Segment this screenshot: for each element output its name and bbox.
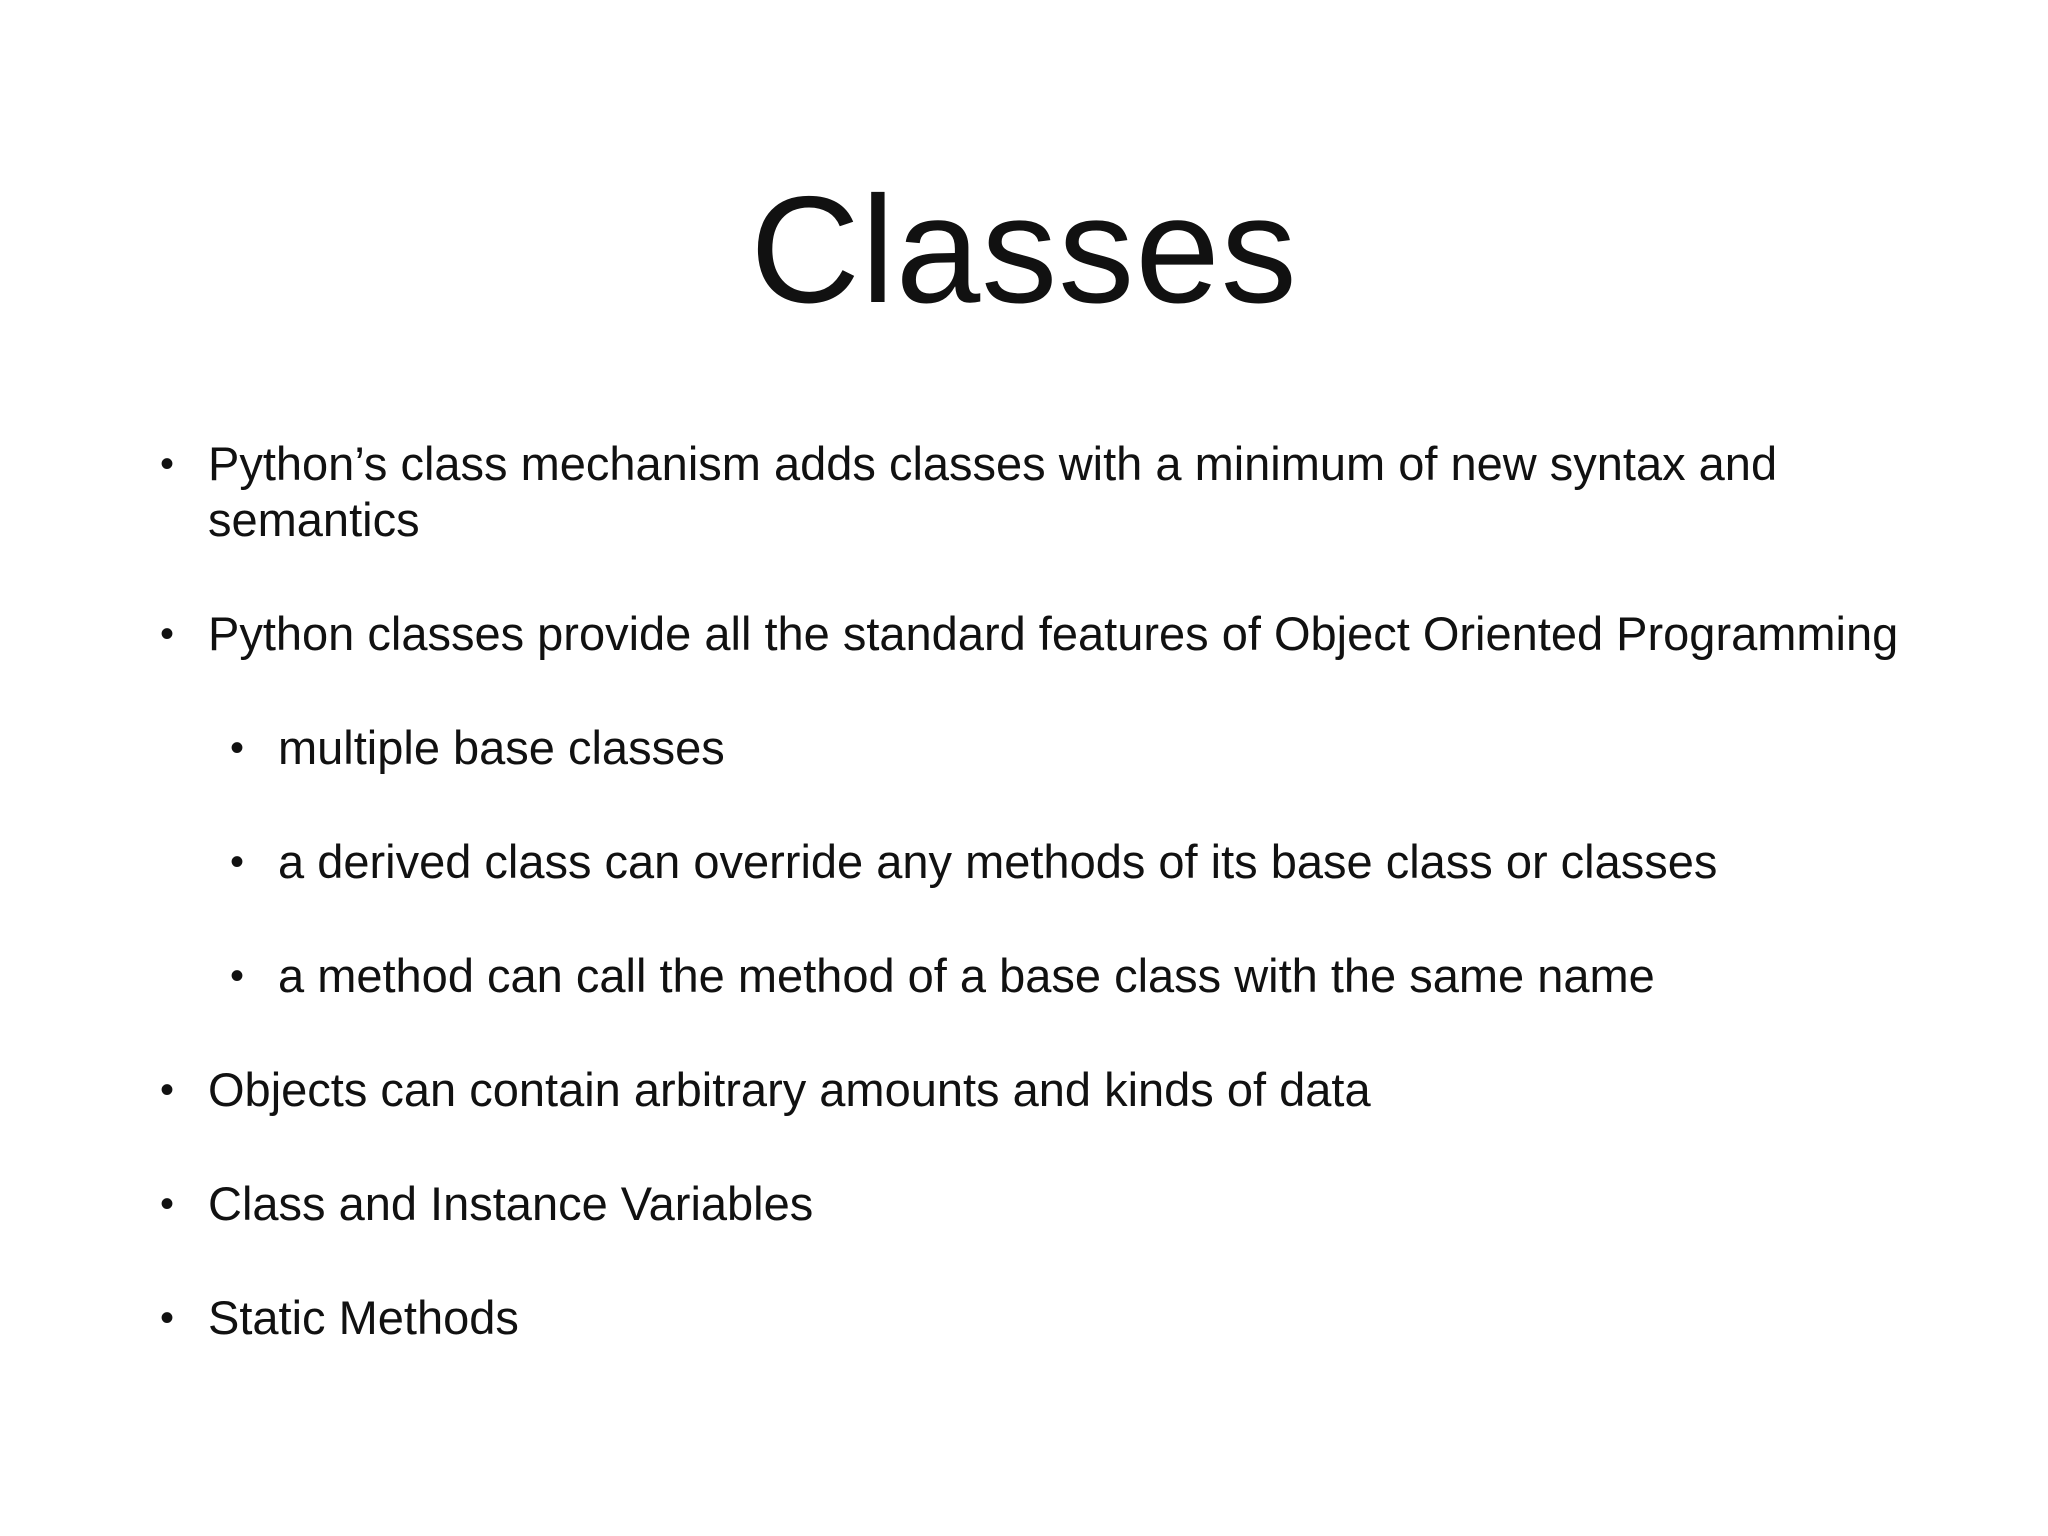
bullet-text: Static Methods: [208, 1291, 519, 1344]
bullet-dot-icon: •: [160, 1296, 175, 1340]
bullet-item: [160, 436, 1920, 548]
bullet-item: [160, 1062, 1920, 1118]
bullet-dot-icon: •: [160, 612, 175, 656]
bullet-text: Class and Instance Variables: [208, 1177, 814, 1230]
bullet-text: Python classes provide all the standard features of Object Oriented Programming: [208, 607, 1899, 660]
slide-title: Classes: [750, 165, 1298, 335]
bullet-text: a method can call the method of a base class with the same name: [278, 949, 1655, 1002]
bullet-dot-icon: •: [230, 840, 245, 884]
bullet-dot-icon: •: [160, 1182, 175, 1226]
bullet-item: [160, 1290, 1920, 1346]
sub-bullet-item: [230, 834, 1920, 890]
sub-bullet-item: [230, 720, 1920, 776]
bullet-list: [160, 436, 1920, 1404]
bullet-text: Objects can contain arbitrary amounts and kinds of data: [208, 1063, 1371, 1116]
bullet-text: multiple base classes: [278, 721, 725, 774]
bullet-dot-icon: •: [230, 726, 245, 770]
bullet-item: [160, 606, 1920, 662]
sub-bullet-item: [230, 948, 1920, 1004]
bullet-text: a derived class can override any methods of its base class or classes: [278, 835, 1718, 888]
bullet-item: [160, 1176, 1920, 1232]
bullet-dot-icon: •: [230, 954, 245, 998]
bullet-dot-icon: •: [160, 442, 175, 486]
bullet-text: Python’s class mechanism adds classes with a minimum of new syntax and semantics: [208, 437, 1778, 546]
bullet-dot-icon: •: [160, 1068, 175, 1112]
